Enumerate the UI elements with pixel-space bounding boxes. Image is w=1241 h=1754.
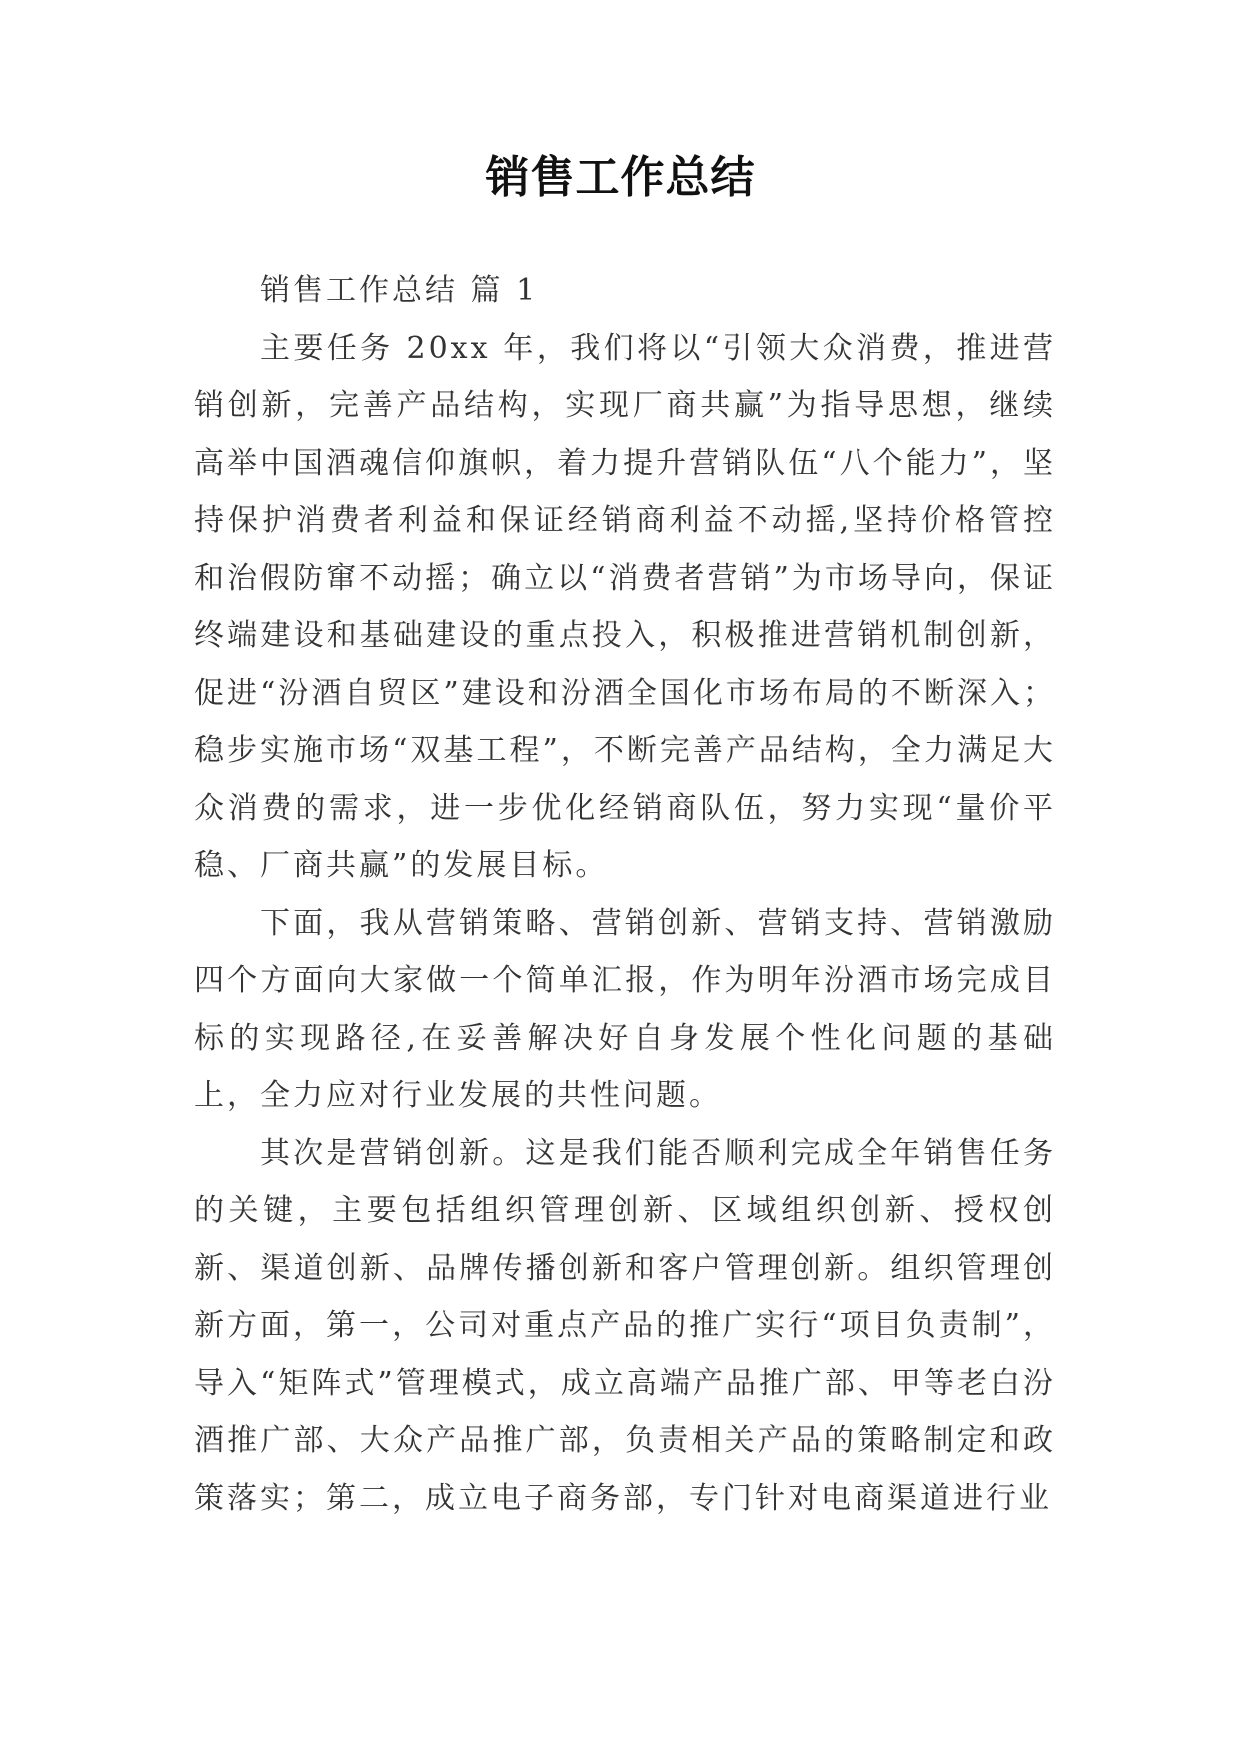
document-body <box>194 262 1056 1527</box>
body-paragraph: 下面，我从营销策略、营销创新、营销支持、营销激励四个方面向大家做一个简单汇报，作为明年汾酒市场完成目标的实现路径,在妥善解决好自身发展个性化问题的基础上，全力应对行业发展的共性问题。 <box>194 905 1056 1113</box>
section-heading: 销售工作总结 篇 1 <box>260 273 539 308</box>
body-paragraph: 主要任务 20xx 年，我们将以“引领大众消费，推进营销创新，完善产品结构，实现厂商共赢”为指导思想，继续高举中国酒魂信仰旗帜，着力提升营销队伍“八个能力”，坚持保护消费者利益和保证经销商利益不动摇,坚持价格管控和治假防窜不动摇；确立以“消费者营销”为市场导向，保证终端建设和基础建设的重点投入，积极推进营销机制创新，促进“汾酒自贸区”建设和汾酒全国化市场布局的不断深入；稳步实施市场“双基工程”，不断完善产品结构，全力满足大众消费的需求，进一步优化经销商队伍，努力实现“量价平稳、厂商共赢”的发展目标。 <box>194 330 1056 883</box>
body-paragraph: 其次是营销创新。这是我们能否顺利完成全年销售任务的关键，主要包括组织管理创新、区域组织创新、授权创新、渠道创新、品牌传播创新和客户管理创新。组织管理创新方面，第一，公司对重点产品的推广实行“项目负责制”，导入“矩阵式”管理模式，成立高端产品推广部、甲等老白汾酒推广部、大众产品推广部，负责相关产品的策略制定和政策落实；第二，成立电子商务部，专门针对电商渠道进行业 <box>194 1135 1056 1516</box>
document-title: 销售工作总结 <box>485 152 756 203</box>
